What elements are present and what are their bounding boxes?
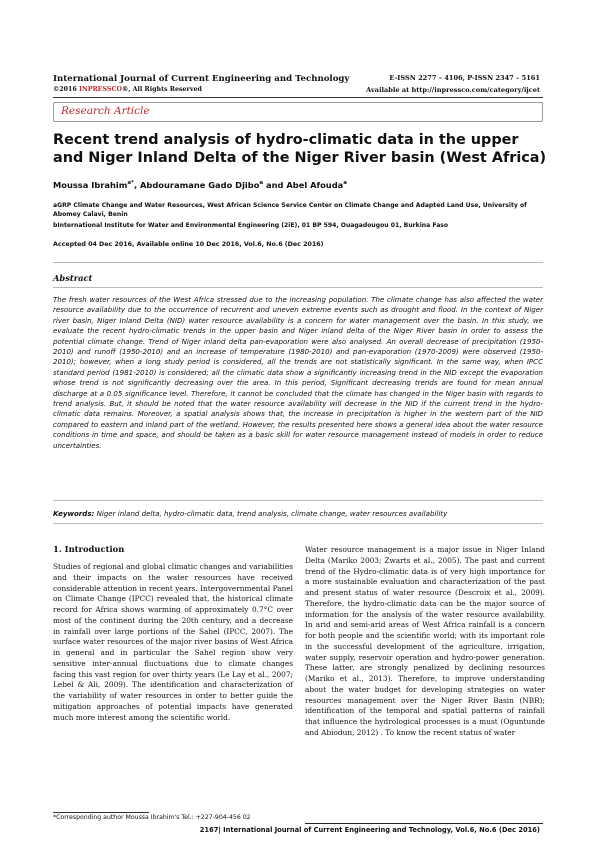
author-1-mark: a* bbox=[127, 180, 134, 187]
footer-rule bbox=[305, 823, 543, 824]
author-1: Moussa Ibrahim bbox=[53, 180, 128, 190]
keywords-label: Keywords: bbox=[53, 509, 95, 518]
publication-dates: Accepted 04 Dec 2016, Available online 10 Dec 2016, Vol.6, No.6 (Dec 2016) bbox=[53, 241, 324, 248]
issn: E-ISSN 2277 – 4106, P-ISSN 2347 – 5161 bbox=[389, 74, 540, 82]
abstract-bottom-rule bbox=[53, 500, 543, 501]
author-3-mark: a bbox=[343, 180, 347, 187]
abstract-heading-rule bbox=[53, 287, 543, 288]
keywords-text: Niger inland delta, hydro-climatic data, trend analysis, climate change, water resources availability bbox=[94, 509, 448, 518]
availability-link[interactable]: Available at http://inpressco.com/category/ijcet bbox=[366, 86, 540, 94]
article-type-label: Research Article bbox=[61, 105, 150, 117]
keywords-line bbox=[53, 509, 543, 518]
journal-name: International Journal of Current Engineering and Technology bbox=[53, 74, 350, 84]
affiliation-b: bInternational Institute for Water and Environmental Engineering (2iE), 01 BP 594, Ouagadougou 01, Burkina Faso bbox=[53, 222, 449, 229]
affiliation-a: aGRP Climate Change and Water Resources, West African Science Service Center on Climate Change and Adapted Land Use, University of Abomey Calavi, Benin bbox=[53, 202, 527, 218]
introduction-right-column: Water resource management is a major issue in Niger Inland Delta (Mariko 2003; Zwarts et al., 2005). The past and current trend of the Hydro-climatic data is of very high importance for a more sustainable evaluation and characterization of the past and present status of water resource (Descroix et al., 2009). Therefore, the hydro-climatic data can be the major source of information for the analysis of the water resource availability. In arid and semi-arid areas of West Africa rainfall is a concern for both people and the scientific world; with its important role in the successful development of the agriculture, irrigation, water supply, reservoir operation and hydro-power generation. These latter, are strongly penalized by declining resources (Mariko et al., 2013). Therefore, to improve understanding about the water budget for developing strategies on water resources management over the Niger River Basin (NBR); identification of the temporal and spatial patterns of rainfall that influence the hydrological processes is a must (Oguntunde and Abiodun, 2012) . To know the recent status of water bbox=[305, 545, 545, 737]
rights-text: ®, All Rights Reserved bbox=[121, 86, 202, 93]
keywords-rule bbox=[53, 523, 543, 524]
author-list bbox=[53, 180, 347, 190]
article-type-badge bbox=[53, 102, 543, 122]
publisher-brand: INPRESSCO bbox=[79, 86, 122, 93]
author-2: , Abdouramane Gado Djibo bbox=[133, 180, 260, 190]
header-divider bbox=[53, 97, 543, 98]
abstract-heading: Abstract bbox=[53, 273, 93, 283]
abstract-top-rule bbox=[53, 262, 543, 263]
abstract-text: The fresh water resources of the West Africa stressed due to the increasing population. The climate change has also affected the water resource availability due to the occurrence of recurrent and uneven extreme events such as drought and flood. In the context of Niger river basin, Niger Inland Delta (NID) water resource availability is a concern for water management over the basin. In this study, we evaluate the recent hydro-climatic trends in the upper basin and Niger inland delta of the Niger River basin in order to assess the potential climate change. Trend of Niger inland delta pan-evaporation were also analysed. An overall decrease of precipitation (1950-2010) and runoff (1950-2010) and an increase of temperature (1980-2010) and pan-evaporation (1970-2009) were observed (1950-2010); however, when a long study period is considered, all the trends are not statistically significant. In the same way, when IPCC standard period (1981-2010) is considered; all the climatic data show a significantly increasing trend in the NID except the evaporation whose trend is not significantly decreasing over the area. In this period, Significant decreasing trends are found for mean annual discharge at a 0.05 significance level. Therefore, it cannot be concluded that the climate has changed in the Niger basin with regards to trend analysis. But, it should be noted that the water resource availability will decrease in the NID if the current trend in the hydro-climatic data remains. Moreover, a spatial analysis shows that, the increase in precipitation is higher in the western part of the NID compared to eastern and inland part of the wetland. However, the results presented here shows a general idea about the water resource conditions in time and space, and should be taken as a basic skill for water resource management instead of models in order to reduce uncertainties. bbox=[53, 295, 543, 450]
copyright-year: ©2016 bbox=[53, 86, 80, 93]
article-title: Recent trend analysis of hydro-climatic data in the upper and Niger Inland Delta of the Niger River basin (West Africa) bbox=[53, 132, 547, 166]
author-3: and Abel Afouda bbox=[263, 180, 344, 190]
author-2-mark: a bbox=[259, 180, 264, 187]
copyright bbox=[53, 86, 202, 93]
page-footer: 2167| International Journal of Current Engineering and Technology, Vol.6, No.6 (Dec 2016) bbox=[199, 826, 540, 834]
section-heading-introduction: 1. Introduction bbox=[53, 544, 125, 554]
introduction-left-column: Studies of regional and global climatic changes and variabilities and their impacts on the water resources have received considerable attention in recent years. Intergovernmental Panel on Climate Change (IPCC) revealed that, the historical climate record for Africa shows warming of approximately 0.7°C over most of the continent during the 20th century, and a decrease in rainfall over large portions of the Sahel (IPCC, 2007). The surface water resources of the major river basins of West Africa in general and in particular the Sahel region show very sensitive inter-annual fluctuations due to climate changes facing this vast region for over thirty years (Le Lay et al., 2007; Lebel & Ali, 2009). The identification and characterization of the variability of water resources in order to better guide the mitigation approaches of potential impacts have generated much more interest among the scientific world. bbox=[53, 562, 293, 722]
corresponding-author-footnote: *Corresponding author Moussa Ibrahim's Tel.: +227-904-456 02 bbox=[53, 814, 251, 821]
footnote-rule bbox=[53, 812, 149, 813]
